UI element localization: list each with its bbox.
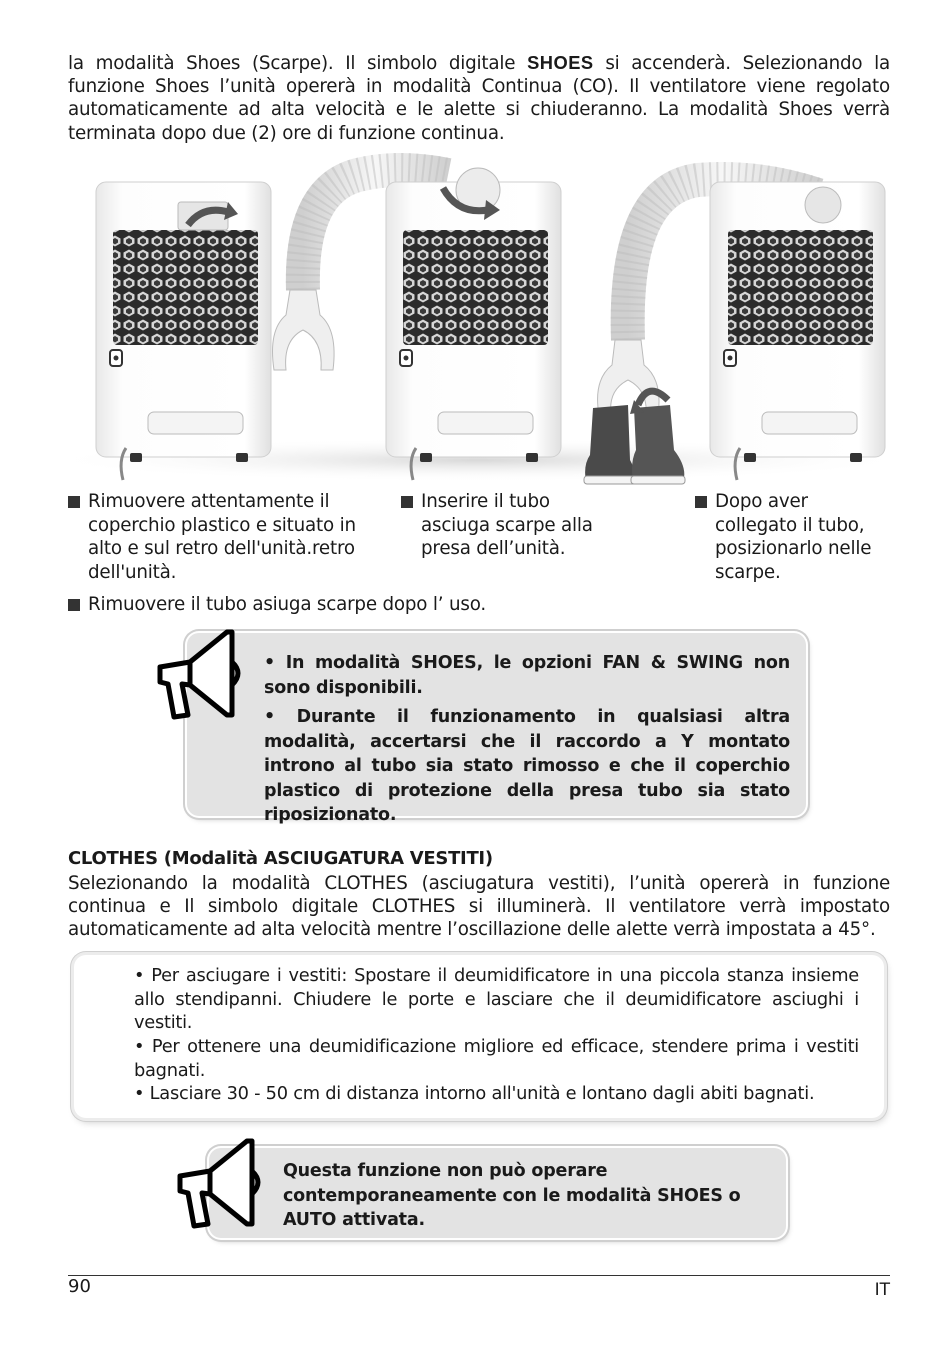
- language-code: IT: [874, 1280, 890, 1300]
- note-clothes-text: Questa funzione non può operare contemporaneamente con le modalità SHOES o AUTO attivata.: [283, 1161, 741, 1230]
- bullet-square-icon: [401, 496, 413, 508]
- clothes-paragraph: Selezionando la modalità CLOTHES (asciugatura vestiti), l’unità opererà in funzione continua e Il simbolo digitale CLOTHES si illuminerà. Il ventilatore verrà impostato automaticamente ad alta velocità mentre l’oscillazione delle alette verrà impostata a 45°.: [68, 873, 890, 941]
- bullet-square-icon: [68, 599, 80, 611]
- note-shoes-line-1: • In modalità SHOES, le opzioni FAN & SWING non sono disponibili.: [264, 653, 790, 698]
- tip-1: • Per asciugare i vestiti: Spostare il deumidificatore in una piccola stanza insieme allo stendipanni. Chiudere le porte e lasciare che il deumidificatore asciughi i vestiti.: [134, 965, 859, 1034]
- tip-2: • Per ottenere una deumidificazione migliore ed efficace, stendere prima i vestiti bagnati.: [134, 1036, 859, 1081]
- note-shoes-line-2: • Durante il funzionamento in qualsiasi altra modalità, accertarsi che il raccordo a Y montato introno al tubo sia stato rimosso e che il coperchio plastico di protezione della presa tubo sia stato riposizionato.: [264, 707, 790, 825]
- page-number: 90: [68, 1276, 91, 1297]
- unit-3: [710, 182, 885, 480]
- unit-2: [386, 168, 561, 480]
- clothes-tips-box: [74, 955, 884, 1118]
- tip-3: • Lasciare 30 - 50 cm di distanza intorno all'unità e lontano dagli abiti bagnati.: [134, 1083, 815, 1104]
- footer-rule: [68, 1275, 890, 1276]
- unit-1: [96, 182, 271, 480]
- shoes-symbol-text: SHOES: [527, 52, 594, 73]
- bullet-square-icon: [695, 496, 707, 508]
- note-shoes-text: [264, 651, 790, 833]
- dehumidifier-illustration: [38, 150, 918, 495]
- clothes-section-title: CLOTHES (Modalità ASCIUGATURA VESTITI): [68, 848, 493, 869]
- intro-paragraph: la modalità Shoes (Scarpe). Il simbolo digitale SHOES si accenderà. Selezionando la funzione Shoes l’unità opererà in modalità Continua (CO). Il ventilatore viene regolato automaticamente ad alta velocità e le alette si chiuderanno. La modalità Shoes verrà terminata dopo due (2) ore di funzione continua.: [68, 52, 891, 144]
- megaphone-icon: [172, 1136, 267, 1234]
- bullet-square-icon: [68, 496, 80, 508]
- megaphone-icon: [152, 627, 247, 725]
